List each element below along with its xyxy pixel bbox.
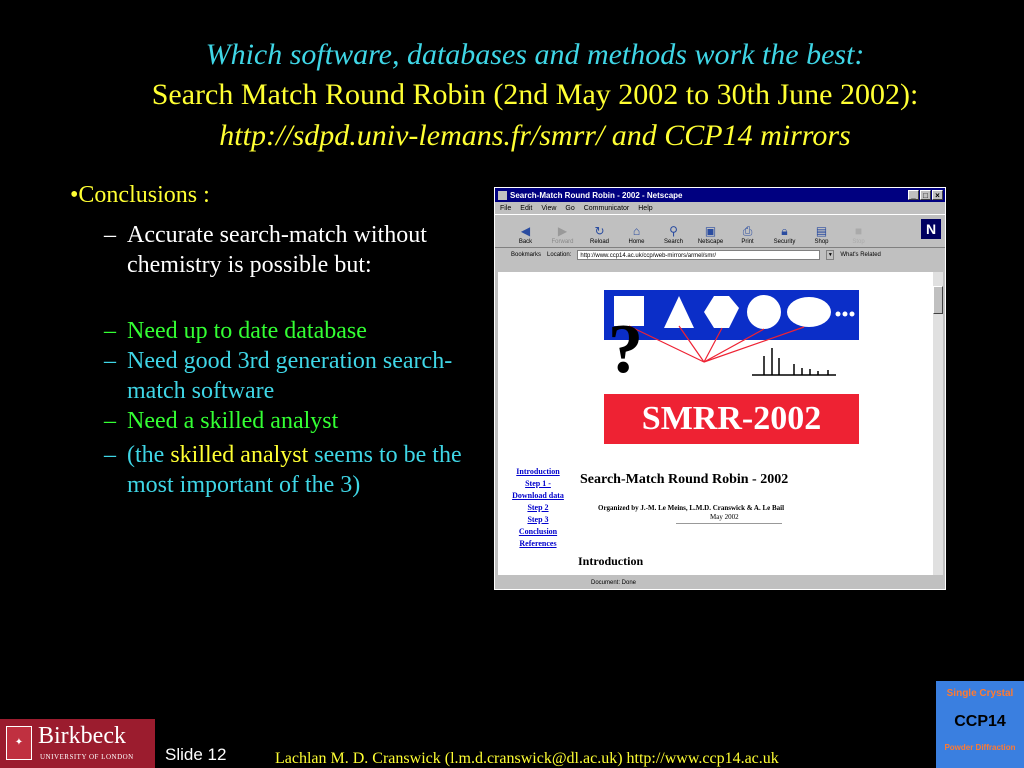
organizers: Organized by J.-M. Le Meins, L.M.D. Cranswick & A. Le Bail <box>598 504 785 512</box>
back-button[interactable]: ◀ Back <box>509 224 542 247</box>
bullet-item <box>70 406 490 436</box>
home-icon: ⌂ <box>632 224 641 238</box>
page-date: May 2002 <box>710 513 739 521</box>
nav-link-download-data[interactable]: Download data <box>512 491 564 500</box>
bullet-text: (the skilled analyst seems to be the most important of the 3) <box>127 442 462 498</box>
birkbeck-logo <box>0 719 155 768</box>
whats-related-button[interactable]: What's Related <box>840 252 881 258</box>
menu-view[interactable]: View <box>541 204 557 212</box>
vertical-scrollbar[interactable] <box>933 272 943 575</box>
status-bar <box>495 576 945 589</box>
home-button[interactable]: ⌂ Home <box>620 224 653 247</box>
menu-communicator[interactable]: Communicator <box>583 204 630 212</box>
forward-button[interactable]: ▶ Forward <box>546 224 579 247</box>
bookmarks-button[interactable]: Bookmarks <box>511 252 542 258</box>
bullet-text: Accurate search-match without chemistry is possible but: <box>127 222 427 278</box>
bullet-item <box>70 440 490 500</box>
shop-button[interactable]: ▤ Shop <box>805 224 838 247</box>
conclusions-list <box>70 180 490 500</box>
divider <box>676 523 782 524</box>
nav-link-step1[interactable]: Step 1 - <box>525 479 551 488</box>
netscape-logo: N <box>921 219 941 239</box>
section-heading: Introduction <box>578 554 644 568</box>
search-button[interactable]: ⚲ Search <box>657 224 690 247</box>
bullet-text: Need up to date database <box>127 318 367 344</box>
ccp14-bottom-text: Powder Diffraction <box>944 743 1016 752</box>
close-button[interactable]: × <box>932 190 943 200</box>
search-icon: ⚲ <box>669 224 678 238</box>
print-icon: ⎙ <box>742 224 753 238</box>
netscape-button[interactable]: ▣ Netscape <box>694 224 727 247</box>
slide-title-line3: http://sdpd.univ-lemans.fr/smrr/ and CCP14 mirrors <box>219 119 851 152</box>
print-button[interactable]: ⎙ Print <box>731 224 764 247</box>
back-arrow-icon: ◀ <box>520 224 531 238</box>
bullet-dash: – <box>104 408 116 434</box>
conclusions-heading: •Conclusions : <box>70 182 210 208</box>
page-content <box>498 272 934 575</box>
window-titlebar[interactable] <box>495 188 945 202</box>
reload-icon: ↻ <box>594 224 605 238</box>
menu-help[interactable]: Help <box>638 204 653 212</box>
logo-circle <box>747 295 781 329</box>
nav-link-step3[interactable]: Step 3 <box>527 515 549 524</box>
birkbeck-name: Birkbeck <box>38 723 126 749</box>
chevron-down-icon[interactable]: ▼ <box>827 252 833 258</box>
nav-link-conclusion[interactable]: Conclusion <box>518 527 558 536</box>
menu-edit[interactable]: Edit <box>520 204 533 212</box>
bullet-dash: – <box>104 222 116 248</box>
bullet-item <box>70 316 490 346</box>
slide-title-line1: Which software, databases and methods work the best: <box>205 38 865 71</box>
diffraction-pattern-icon <box>752 348 836 375</box>
crest-icon: ✦ <box>6 726 32 760</box>
bullet-dash: – <box>104 348 116 374</box>
question-mark: ? <box>608 311 643 388</box>
security-button[interactable]: 🔒︎ Security <box>768 224 801 247</box>
bullet-dash: – <box>104 318 116 344</box>
page-nav-links <box>498 466 578 550</box>
smrr-logo-text: SMRR-2002 <box>604 394 859 444</box>
page-title: Search-Match Round Robin - 2002 <box>580 472 789 487</box>
stop-icon: ■ <box>854 224 863 238</box>
menu-file[interactable]: File <box>500 204 512 212</box>
reload-button[interactable]: ↻ Reload <box>583 224 616 247</box>
status-text: Document: Done <box>591 579 637 586</box>
netscape-window <box>494 187 946 590</box>
nav-link-references[interactable]: References <box>519 539 557 548</box>
bullet-text: Need good 3rd generation search-match software <box>127 348 453 404</box>
lock-icon: 🔒︎ <box>781 224 788 238</box>
maximize-button[interactable]: □ <box>920 190 931 200</box>
forward-arrow-icon: ▶ <box>557 224 568 238</box>
ccp14-top-text: Single Crystal <box>946 688 1014 699</box>
nav-link-introduction[interactable]: Introduction <box>516 467 560 476</box>
netscape-app-icon <box>498 191 507 200</box>
footer-author: Lachlan M. D. Cranswick (l.m.d.cranswick@dl.ac.uk) http://www.ccp14.ac.uk <box>275 750 779 767</box>
ccp14-mid-text: CCP14 <box>954 713 1006 730</box>
menu-bar <box>495 202 945 214</box>
logo-ellipse <box>787 297 831 327</box>
stop-button[interactable]: ■ Stop <box>842 224 875 247</box>
ccp14-logo <box>936 681 1024 768</box>
shop-icon: ▤ <box>815 224 828 238</box>
nav-link-step2[interactable]: Step 2 <box>527 503 549 512</box>
slide-number: Slide 12 <box>165 745 227 764</box>
slide-title-line2: Search Match Round Robin (2nd May 2002 to 30th June 2002): <box>151 78 919 111</box>
location-input[interactable]: http://www.ccp14.ac.uk/ccp/web-mirrors/armel/smr/ <box>577 250 820 260</box>
navigation-toolbar <box>495 214 945 248</box>
bullet-dash: – <box>104 442 116 468</box>
menu-go[interactable]: Go <box>565 204 575 212</box>
bullet-item <box>70 220 490 280</box>
window-title: Search-Match Round Robin - 2002 - Netscape <box>510 190 683 200</box>
bullet-text: Need a skilled analyst <box>127 408 339 434</box>
netscape-icon: ▣ <box>704 224 717 238</box>
birkbeck-subtitle: UNIVERSITY OF LONDON <box>40 753 134 761</box>
minimize-button[interactable]: _ <box>908 190 919 200</box>
location-label: Location: <box>547 252 572 258</box>
bullet-item <box>70 346 490 406</box>
location-bar <box>495 248 945 262</box>
scrollbar-thumb[interactable] <box>933 286 943 314</box>
